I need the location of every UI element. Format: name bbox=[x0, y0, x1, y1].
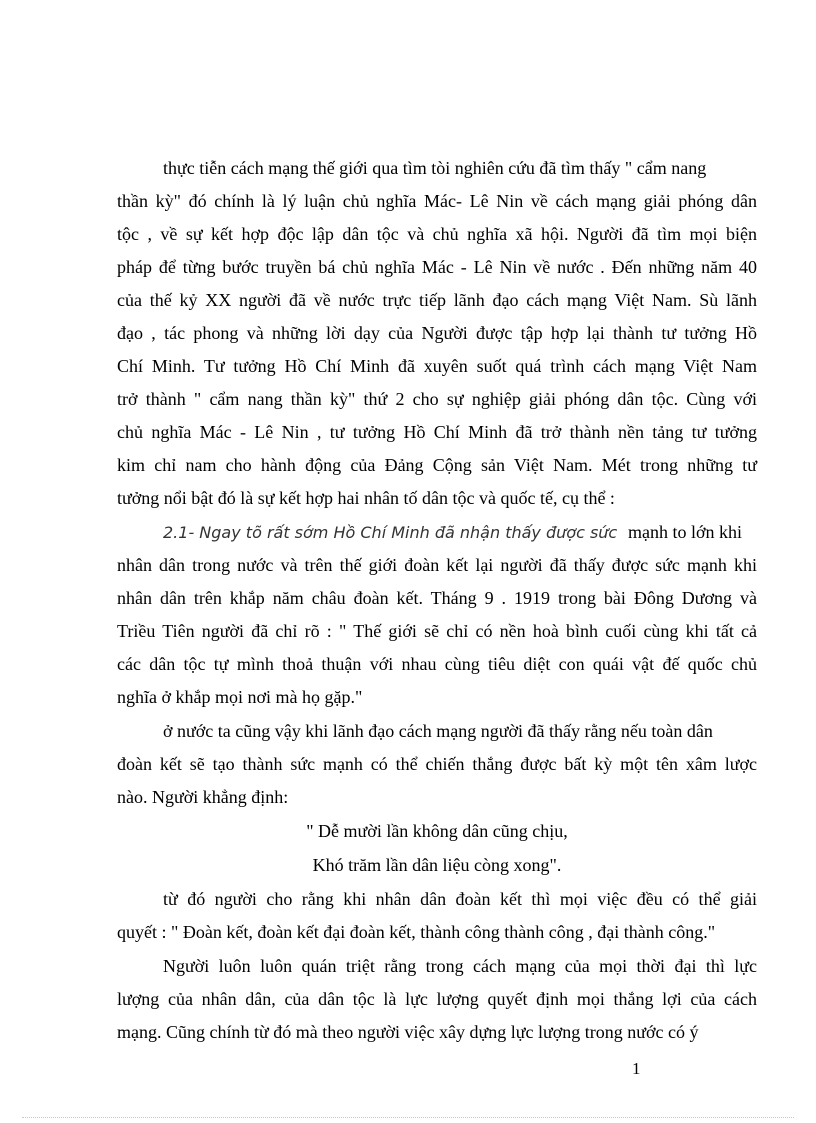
verse-line: " Dễ mười lần không dân cũng chịu, bbox=[306, 821, 568, 841]
text-line: tộc , về sự kết hợp độc lập dân tộc và chủ nghĩa xã hội. Người đã tìm mọi biện bbox=[117, 224, 757, 244]
section-heading: 2.1- Ngay tõ rất sớm Hồ Chí Minh đã nhận thấy được sức bbox=[163, 523, 618, 542]
page-number: 1 bbox=[632, 1059, 641, 1078]
text-line: trở thành " cẩm nang thần kỳ" thứ 2 cho sự nghiệp giải phóng dân tộc. Cùng với bbox=[117, 389, 757, 409]
text-line: Người luôn luôn quán triệt rằng trong cách mạng của mọi thời đại thì lực bbox=[163, 956, 757, 976]
text-line: kim chỉ nam cho hành động của Đảng Cộng sản Việt Nam. Mét trong những tư bbox=[117, 455, 757, 475]
text-line: chủ nghĩa Mác - Lê Nin , tư tưởng Hồ Chí Minh đã trở thành nền tảng tư tưởng bbox=[117, 422, 757, 442]
text-line: thần kỳ" đó chính là lý luận chủ nghĩa Mác- Lê Nin về cách mạng giải phóng dân bbox=[117, 191, 757, 211]
text-line: lượng của nhân dân, của dân tộc là lực lượng quyết định mọi thắng lợi của cách bbox=[117, 989, 757, 1009]
text-line: nghĩa ở khắp mọi nơi mà họ gặp." bbox=[117, 687, 363, 707]
text-line: đoàn kết sẽ tạo thành sức mạnh có thể chiến thắng được bất kỳ một tên xâm lược bbox=[117, 754, 757, 774]
text-line: của thế kỷ XX người đã về nước trực tiếp lãnh đạo cách mạng Việt Nam. Sù lãnh bbox=[117, 290, 757, 310]
text-line: Triều Tiên người đã chỉ rõ : " Thế giới sẽ chỉ có nền hoà bình cuối cùng khi tất cả bbox=[117, 621, 757, 641]
text-line: pháp để từng bước truyền bá chủ nghĩa Mác - Lê Nin về nước . Đến những năm 40 bbox=[117, 257, 757, 277]
page-break-rule bbox=[22, 1117, 794, 1118]
text-line: tưởng nổi bật đó là sự kết hợp hai nhân tố dân tộc và quốc tế, cụ thể : bbox=[117, 488, 615, 508]
text-line: nào. Người khẳng định: bbox=[117, 787, 289, 807]
text-line: thực tiễn cách mạng thế giới qua tìm tòi nghiên cứu đã tìm thấy " cẩm nang bbox=[163, 158, 707, 178]
text-line: từ đó người cho rằng khi nhân dân đoàn kết thì mọi việc đều có thể giải bbox=[163, 889, 757, 909]
text-line: ở nước ta cũng vậy khi lãnh đạo cách mạng người đã thấy rằng nếu toàn dân bbox=[163, 721, 713, 741]
text-line: mạng. Cũng chính từ đó mà theo người việc xây dựng lực lượng trong nước có ý bbox=[117, 1022, 699, 1042]
text-line: đạo , tác phong và những lời dạy của Người được tập hợp lại thành tư tưởng Hồ bbox=[117, 323, 757, 343]
text-line: mạnh to lớn khi bbox=[628, 522, 743, 542]
text-line: quyết : " Đoàn kết, đoàn kết đại đoàn kết, thành công thành công , đại thành công." bbox=[117, 922, 716, 942]
verse-line: Khó trăm lần dân liệu còng xong". bbox=[312, 855, 562, 875]
text-line: các dân tộc tự mình thoả thuận với nhau cùng tiêu diệt con quái vật đế quốc chủ bbox=[117, 654, 757, 674]
text-line: nhân dân trên khắp năm châu đoàn kết. Tháng 9 . 1919 trong bài Đông Dương và bbox=[117, 588, 757, 608]
text-line: Chí Minh. Tư tưởng Hồ Chí Minh đã xuyên suốt quá trình cách mạng Việt Nam bbox=[117, 356, 757, 376]
text-line: nhân dân trong nước và trên thế giới đoàn kết lại người đã thấy được sức mạnh khi bbox=[117, 555, 757, 575]
